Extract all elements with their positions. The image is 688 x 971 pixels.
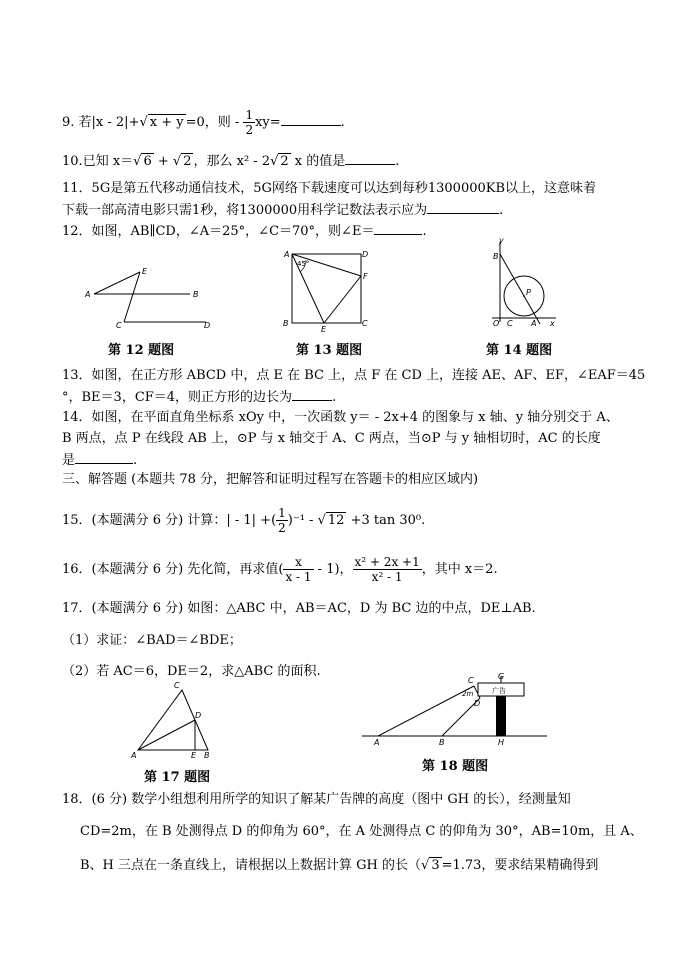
label-b: B xyxy=(193,290,199,299)
svg-text:B: B xyxy=(439,738,445,747)
section-3-header: 三、解答题 (本题共 78 分，把解答和证明过程写在答题卡的相应区域内) xyxy=(62,472,479,487)
label-d: D xyxy=(204,321,211,330)
svg-text:广告: 广告 xyxy=(492,687,506,695)
question-11-line2: 下载一部高清电影只需1秒，将1300000用科学记数法表示应为 . xyxy=(62,203,504,218)
svg-text:C: C xyxy=(362,319,368,328)
question-12: 12．如图，AB∥CD，∠A＝25°，∠C＝70°，则∠E＝ . xyxy=(62,224,427,239)
label-e: E xyxy=(142,267,148,276)
svg-text:E: E xyxy=(191,751,197,760)
svg-text:x: x xyxy=(550,319,555,328)
label-c: C xyxy=(116,321,122,330)
svg-text:B: B xyxy=(204,751,210,760)
question-14-line2: B 两点，点 P 在线段 AB 上，⊙P 与 x 轴交于 A、C 两点，当⊙P 与 y 轴相切时，AC 的长度 xyxy=(62,431,601,446)
question-18-line3: B、H 三点在一条直线上，请根据以上数据计算 GH 的长（√ 3 =1.73，要求结果精确得到 xyxy=(80,858,599,873)
sqrt-sign: √ xyxy=(139,115,148,130)
svg-text:D: D xyxy=(474,699,481,708)
question-17-part1: （1）求证：∠BAD＝∠BDE； xyxy=(62,633,242,648)
svg-text:C: C xyxy=(468,676,474,685)
question-16: 16．(本题满分 6 分) 先化简，再求值( $\frac{x}{x - 1}$ - 1)， $\frac{\text{x² + 2x +1}}{\text{x² - 1}}$ ，其中 x＝2. xyxy=(62,555,498,584)
svg-text:45°: 45° xyxy=(297,260,310,268)
question-17: 17．(本题满分 6 分) 如图：△ABC 中，AB＝AC，D 为 BC 边的中点，DE⊥AB. xyxy=(62,601,536,616)
svg-text:C: C xyxy=(507,319,513,328)
svg-text:G: G xyxy=(498,672,505,681)
question-14-line3: 是 . xyxy=(62,453,138,468)
svg-text:P: P xyxy=(526,288,531,297)
svg-text:E: E xyxy=(321,325,327,334)
fraction: $\frac{\text{x² + 2x +1}}{\text{x² - 1}}$ xyxy=(354,555,420,584)
svg-text:F: F xyxy=(363,272,368,281)
svg-text:B: B xyxy=(283,319,289,328)
question-10: 10.已知 x＝√ 6 + √ 2 ，那么 x² - 2√ 2 x 的值是 . xyxy=(62,154,400,169)
figure-17-caption: 第 17 题图 xyxy=(144,770,211,785)
figure-18 xyxy=(362,672,550,748)
svg-text:C: C xyxy=(174,681,180,690)
answer-blank xyxy=(427,201,499,214)
svg-text:y: y xyxy=(499,238,504,245)
question-14-line1: 14．如图，在平面直角坐标系 xOy 中，一次函数 y＝ - 2x+4 的图象与 x 轴、y 轴分别交于 A、 xyxy=(62,410,619,425)
question-17-part2: （2）若 AC＝6，DE＝2，求△ABC 的面积. xyxy=(62,664,321,679)
svg-text:A: A xyxy=(374,738,380,747)
answer-blank xyxy=(75,451,133,464)
figure-12 xyxy=(82,262,217,334)
fraction: $\frac{1}{2}$ xyxy=(245,108,254,137)
svg-text:A: A xyxy=(284,250,290,259)
question-9: 9. 若|x - 2|+√ x + y =0，则 - $\frac{1}{2}$ xy= . xyxy=(62,108,345,137)
svg-text:A: A xyxy=(131,751,137,760)
figure-18-caption: 第 18 题图 xyxy=(422,759,489,774)
svg-text:D: D xyxy=(362,250,369,259)
svg-text:2m: 2m xyxy=(462,690,474,698)
question-13-line2: °，BE＝3，CF＝4，则正方形的边长为 . xyxy=(62,390,337,405)
figure-17 xyxy=(128,678,218,762)
svg-text:D: D xyxy=(195,711,202,720)
fraction: $\frac{x}{x - 1}$ xyxy=(285,555,312,584)
label-a: A xyxy=(85,290,91,299)
answer-blank xyxy=(292,388,332,401)
svg-text:O: O xyxy=(493,319,500,328)
question-18-line2: CD=2m，在 B 处测得点 D 的仰角为 60°，在 A 处测得点 C 的仰角为 30°，AB=10m，且 A、 xyxy=(80,824,643,839)
question-18-line1: 18．(6 分) 数学小组想利用所学的知识了解某广告牌的高度（图中 GH 的长），经测量知 xyxy=(62,792,571,807)
answer-blank xyxy=(281,113,341,126)
answer-blank xyxy=(374,222,422,235)
figure-13 xyxy=(280,248,370,334)
svg-text:A: A xyxy=(531,319,537,328)
figure-12-caption: 第 12 题图 xyxy=(108,343,175,358)
answer-blank xyxy=(345,152,395,165)
figure-14 xyxy=(488,238,560,330)
figure-13-caption: 第 13 题图 xyxy=(296,343,363,358)
question-13-line1: 13．如图，在正方形 ABCD 中，点 E 在 BC 上，点 F 在 CD 上，连接 AE、AF、EF，∠EAF＝45 xyxy=(62,368,646,383)
question-11-line1: 11．5G是第五代移动通信技术，5G网络下载速度可以达到每秒1300000KB以上，这意味着 xyxy=(62,181,597,196)
figure-14-caption: 第 14 题图 xyxy=(486,343,553,358)
question-15: 15．(本题满分 6 分) 计算：| - 1| +( $\frac{1}{2}$ )⁻¹ - √ 12 +3 tan 30⁰. xyxy=(62,506,426,535)
fraction: $\frac{1}{2}$ xyxy=(278,506,286,535)
svg-text:H: H xyxy=(498,738,505,747)
svg-text:B: B xyxy=(493,252,499,261)
